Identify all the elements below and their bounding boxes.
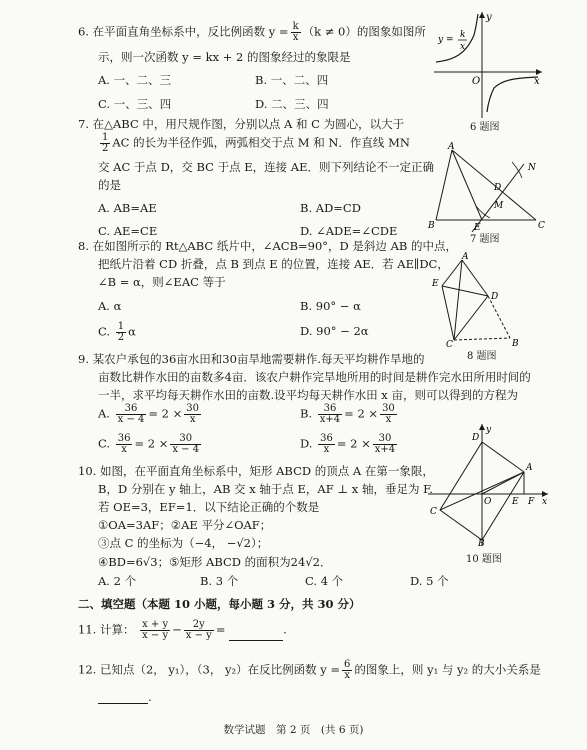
q8-stem-line2: 把纸片沿着 CD 折叠，点 B 到点 E 的位置，连接 AE．若 AE∥DC，	[98, 257, 449, 271]
q10-point-c: C	[430, 507, 437, 517]
q12-answer-blank: .	[98, 690, 152, 704]
q10-stem-line4: ①OA=3AF；②AE 平分∠OAF；	[98, 518, 272, 532]
q10-stem-line5: ③点 C 的坐标为（−4， −√2）；	[98, 536, 269, 550]
q6-fig-func-lhs: y =	[438, 35, 454, 45]
q6-option-b: B. 一、二、四	[255, 73, 329, 87]
q8-figure	[428, 252, 528, 348]
q11-answer-blank	[229, 628, 283, 641]
q10-fig-y-label: y	[486, 425, 492, 435]
q10-option-d: D. 5 个	[410, 574, 449, 588]
q6-fig-x-label: x	[534, 76, 540, 87]
q7-stem-line1: 7. 在△ABC 中，用尺规作图，分别以点 A 和 C 为圆心，以大于	[78, 117, 405, 131]
q8-stem-line3: ∠B = α，则∠EAC 等于	[98, 275, 226, 289]
q7-point-d: D	[494, 183, 502, 193]
q10-option-b: B. 3 个	[200, 574, 239, 588]
q7-stem-line2: $\frac{1}{2}$ AC 的长为半径作弧，两弧相交于点 M 和 N．作直线 MN	[102, 132, 410, 154]
q8-option-d: D. 90° − 2α	[300, 324, 369, 338]
q6-stem-line2: 示，则一次函数 y = kx + 2 的图象经过的象限是	[98, 50, 351, 64]
q9-stem-line1: 9. 某农户承包的36亩水田和30亩旱地需要耕作.每天平均耕作旱地的	[78, 352, 425, 366]
q7-option-d: D. ∠ADE=∠CDE	[300, 224, 398, 238]
q8-stem-line1: 8. 在如图所示的 Rt△ABC 纸片中，∠ACB=90°，D 是斜边 AB 的中点，	[78, 239, 457, 253]
q10-stem-line2: B，D 分别在 y 轴上，AB 交 x 轴于点 E，AF ⊥ x 轴，垂足为 F.	[98, 482, 433, 496]
q10-stem-line3: 若 OE=3，EF=1．以下结论正确的个数是	[98, 500, 320, 514]
q8-point-e: E	[432, 279, 439, 289]
q7-stem-line4: 的是	[98, 178, 121, 192]
q10-option-c: C. 4 个	[305, 574, 344, 588]
q8-point-d: D	[491, 292, 499, 302]
q7-option-c: C. AE=CE	[98, 224, 158, 238]
q8-point-a: A	[462, 252, 469, 262]
q10-fig-x-label: x	[542, 497, 548, 507]
q12-stem: 12. 已知点（2， y₁），（3， y₂）在反比例函数 y = $\frac{6}{x}$ 的图象上，则 y₁ 与 y₂ 的大小关系是	[78, 659, 541, 681]
q8-point-b: B	[512, 339, 519, 348]
q7-option-a: A. AB=AE	[98, 201, 157, 215]
q9-option-b: B. $\frac{36}{x+4}$ = 2 × $\frac{30}{x}$	[300, 403, 395, 425]
q8-option-b: B. 90° − α	[300, 299, 361, 313]
q9-stem-line3: 一半，求平均每天耕作水田的亩数.设平均每天耕作水田 x 亩，则可以得到的方程为	[98, 388, 518, 402]
q7-point-b: B	[428, 221, 435, 231]
q9-stem-line2: 亩数比耕作水田的亩数多4亩．该农户耕作完旱地所用的时间是耕作完水田所用时间的	[98, 370, 531, 384]
q10-option-a: A. 2 个	[98, 574, 137, 588]
q6-option-a: A. 一、二、三	[98, 73, 172, 87]
q7-point-e: E	[474, 223, 481, 232]
q6-figure	[434, 10, 546, 120]
q7-point-c: C	[538, 221, 545, 231]
section-fill-in-heading: 二、填空题（本题 10 小题，每小题 3 分，共 30 分）	[78, 597, 361, 611]
q10-point-a: A	[526, 463, 533, 473]
q10-caption: 10 题图	[466, 554, 502, 565]
page-footer: 数学试题 第 2 页 (共 6 页)	[223, 724, 364, 736]
q7-point-m: M	[494, 201, 504, 211]
q7-option-b: B. AD=CD	[300, 201, 361, 215]
q6-fig-origin-label: O	[472, 76, 481, 87]
q10-point-d: D	[472, 433, 480, 443]
q6-caption: 6 题图	[470, 122, 500, 133]
q8-option-a: A. α	[98, 299, 122, 313]
q9-option-d: D. $\frac{36}{x}$ = 2 × $\frac{30}{x+4}$	[300, 433, 396, 455]
q8-option-c: C. $\frac{1}{2}$ α	[98, 321, 136, 343]
q7-figure	[424, 140, 554, 232]
q6-option-d: D. 二、三、四	[255, 97, 329, 111]
q10-stem-line1: 10. 如图，在平面直角坐标系中，矩形 ABCD 的顶点 A 在第一象限，	[78, 464, 434, 478]
q6-stem-line1: 6. 在平面直角坐标系中，反比例函数 y = $\frac{k}{x}$ （k ≠ 0）的图象如图所	[78, 21, 426, 43]
q8-point-c: C	[446, 340, 453, 348]
q8-caption: 8 题图	[467, 351, 497, 362]
q10-stem-line6: ④BD=6√3；⑤矩形 ABCD 的面积为24√2．	[98, 555, 332, 569]
q10-point-b: B	[478, 539, 485, 548]
q11: 11. 计算： $\frac{x + y}{x - y}$ − $\frac{2y}{x - y}$ = .	[78, 619, 287, 641]
q7-caption: 7 题图	[470, 234, 500, 245]
q6-fig-func-d: x	[460, 42, 466, 52]
q10-figure	[424, 422, 554, 548]
q6-fig-func-n: k	[460, 30, 466, 40]
q7-point-n: N	[528, 163, 536, 173]
q9-option-a: A. $\frac{36}{x - 4}$ = 2 × $\frac{30}{x}$	[98, 403, 200, 425]
q7-stem-line3: 交 AC 于点 D，交 BC 于点 E，连接 AE．则下列结论不一定正确	[98, 160, 434, 174]
q10-point-o: O	[484, 497, 492, 507]
q9-option-c: C. $\frac{36}{x}$ = 2 × $\frac{30}{x - 4}$	[98, 433, 200, 455]
q10-point-e: E	[512, 497, 519, 507]
q6-option-c: C. 一、三、四	[98, 97, 172, 111]
q10-point-f: F	[528, 497, 535, 507]
q6-fig-y-label: y	[486, 12, 492, 23]
q7-point-a: A	[448, 142, 455, 152]
